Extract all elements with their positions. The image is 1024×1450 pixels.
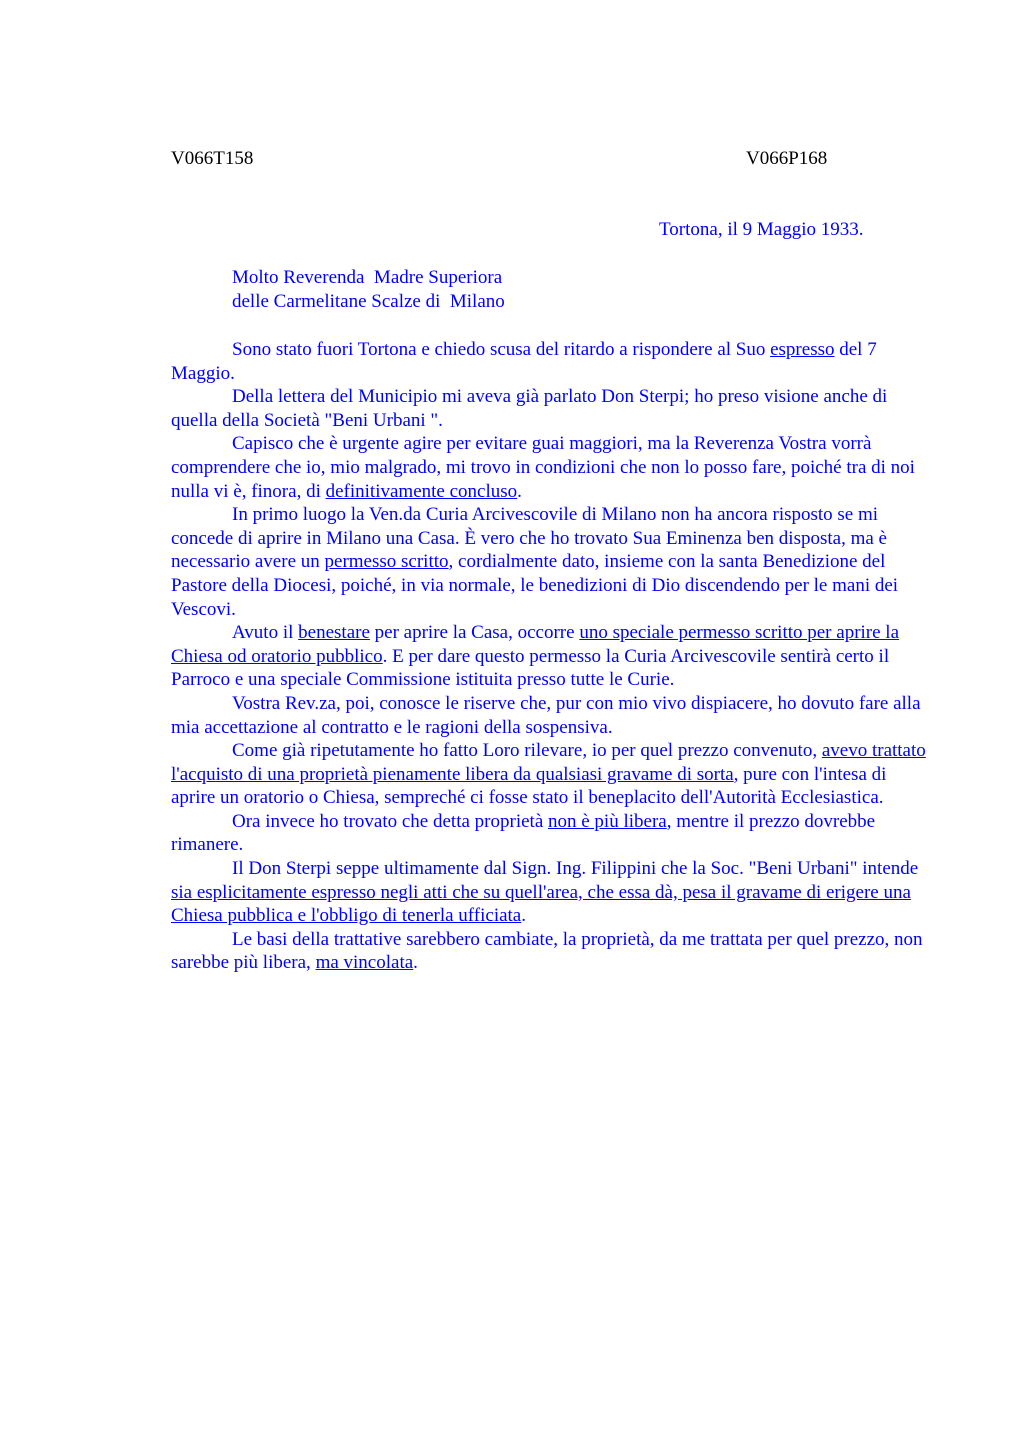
text-segment: Il Don Sterpi seppe ultimamente dal Sign. Ing. Filippini che la Soc. "Beni Urbani" intende — [232, 858, 919, 880]
letter-paragraph — [171, 503, 931, 621]
text-segment: Come già ripetutamente ho fatto Loro rilevare, io per quel prezzo convenuto, — [232, 740, 822, 762]
letter-paragraph — [171, 857, 931, 928]
underlined-phrase: sia esplicitamente espresso negli atti che su quell'area, che essa dà, pesa il gravame di erigere una Chiesa pubblica e l'obbligo di tenerla ufficiata — [171, 881, 911, 927]
letter-paragraph — [171, 385, 931, 432]
text-segment: , mentre il prezzo dovrebbe rimanere. — [171, 810, 876, 856]
letter-paragraph — [171, 432, 931, 503]
underlined-phrase: definitivamente concluso — [325, 480, 518, 502]
underlined-phrase: benestare — [298, 622, 370, 644]
letter-paragraph — [171, 692, 931, 739]
letter-paragraph — [171, 928, 931, 975]
underlined-phrase: espresso — [770, 339, 835, 360]
text-segment: , pure con l'intesa di aprire un oratorio o Chiesa, sempreché ci fosse stato il beneplacito dell'Autorità Ecclesiastica. — [171, 763, 887, 809]
text-segment: In primo luogo la Ven.da Curia Arcivescovile di Milano non ha ancora risposto se mi concede di aprire in Milano una Casa. È vero che ho trovato Sua Eminenza ben disposta, ma è necessario avere un — [171, 504, 887, 573]
text-segment: Della lettera del Municipio mi aveva già parlato Don Sterpi; ho preso visione anche di quella della Società "Beni Urbani ". — [171, 386, 888, 431]
text-segment: . — [521, 905, 526, 927]
text-segment: . E per dare questo permesso la Curia Arcivescovile sentirà certo il Parroco e una speciale Commissione istituita presso tutte le Curie. — [171, 645, 890, 691]
underlined-phrase: uno speciale permesso scritto per aprire la Chiesa od oratorio pubblico — [171, 622, 900, 667]
letter-paragraph — [171, 739, 931, 810]
underlined-phrase: avevo trattato l'acquisto di una proprietà pienamente libera da qualsiasi gravame di sorta — [171, 740, 926, 785]
text-segment: Avuto il — [232, 622, 299, 644]
text-segment: Capisco che è urgente agire per evitare guai maggiori, ma la Reverenza Vostra vorrà comprendere che io, mio malgrado, mi trovo in condizioni che non lo posso fare, poiché tra di noi nulla vi è, finora, di — [171, 433, 915, 502]
text-segment: per aprire la Casa, occorre — [369, 622, 580, 644]
text-segment: Le basi della trattative sarebbero cambiate, la proprietà, da me trattata per quel prezzo, non sarebbe più libera, — [171, 928, 923, 974]
document-code-right: V066P168 — [746, 148, 828, 169]
letter-paragraph — [171, 810, 931, 857]
text-segment: . — [413, 952, 418, 974]
document-code-left: V066T158 — [171, 148, 254, 169]
underlined-phrase: permesso scritto — [324, 551, 449, 573]
addressee-line: delle Carmelitane Scalze di Milano — [232, 290, 505, 312]
text-segment: Vostra Rev.za, poi, conosce le riserve che, pur con mio vivo dispiacere, ho dovuto fare alla mia accettazione al contratto e le ragioni della sospensiva. — [171, 692, 921, 738]
letter-paragraph — [171, 621, 931, 692]
place-date: Tortona, il 9 Maggio 1933. — [659, 219, 864, 240]
text-segment: Sono stato fuori Tortona e chiedo scusa del ritardo a rispondere al Suo — [232, 339, 771, 360]
addressee-line: Molto Reverenda Madre Superiora — [232, 267, 503, 288]
letter-body — [171, 338, 931, 975]
text-segment: Ora invece ho trovato che detta proprietà — [232, 810, 548, 832]
letter-paragraph — [171, 338, 931, 385]
text-segment: del 7 Maggio. — [171, 339, 877, 384]
underlined-phrase: non è più libera — [548, 810, 667, 832]
text-segment: . — [517, 480, 522, 502]
text-segment: , cordialmente dato, insieme con la santa Benedizione del Pastore della Diocesi, poiché, in via normale, le benedizioni di Dio discendendo per le mani dei Vescovi. — [171, 551, 899, 620]
addressee-block — [232, 266, 505, 313]
underlined-phrase: ma vincolata — [315, 952, 414, 974]
